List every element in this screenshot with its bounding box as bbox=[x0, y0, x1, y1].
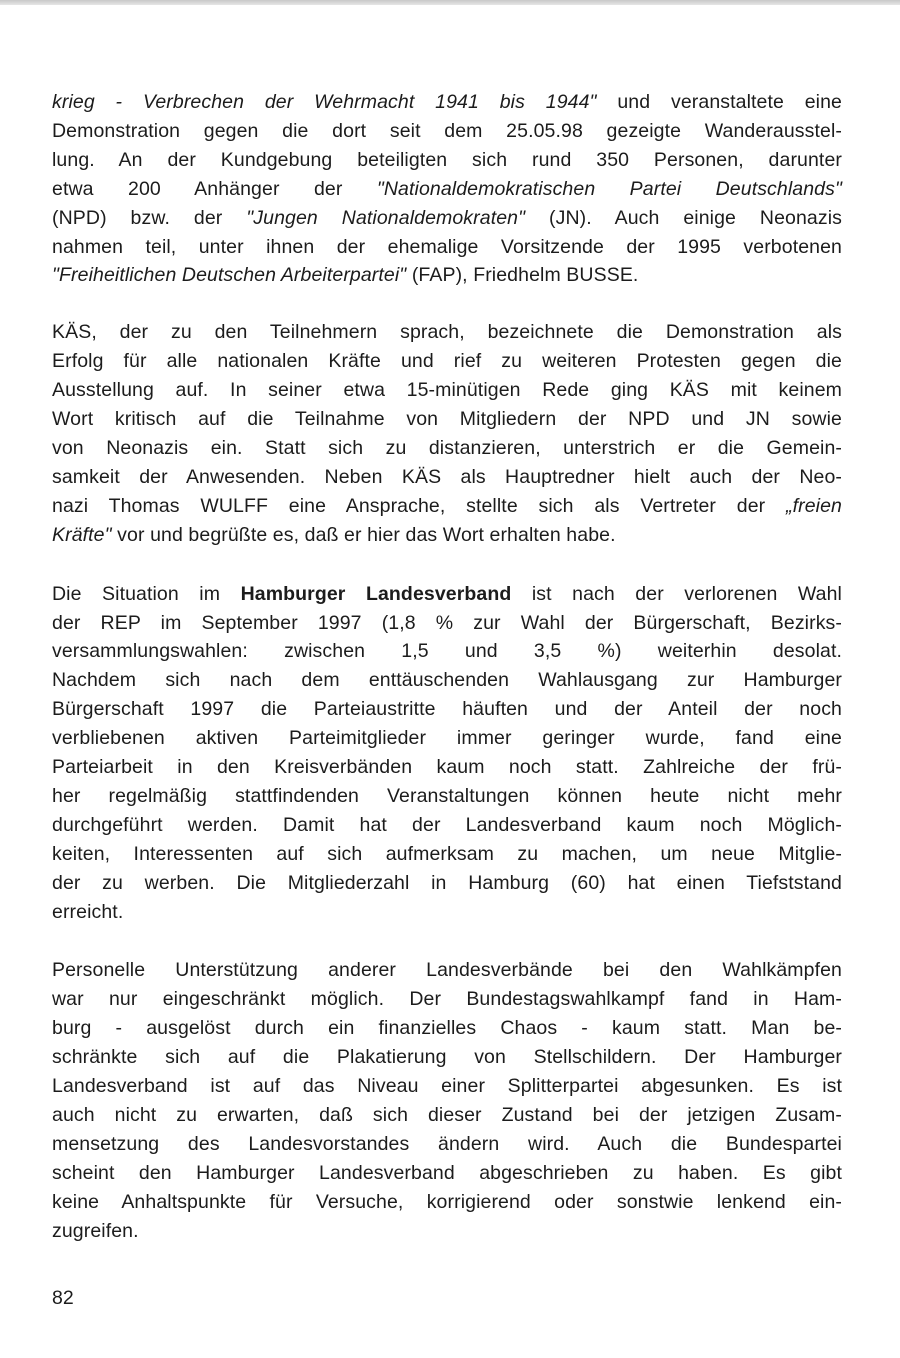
italic-text: "Jungen Nationaldemokraten" bbox=[246, 206, 526, 229]
text-line bbox=[52, 405, 842, 434]
text-run: vor und begrüßte es, daß er hier das Wort erhalten habe. bbox=[111, 523, 616, 546]
text-run: Erfolg für alle nationalen Kräfte und rief zu weiteren Protesten gegen die bbox=[52, 350, 842, 373]
text-run: und veranstaltete eine bbox=[596, 91, 843, 113]
text-run: versammlungswahlen: zwischen 1,5 und 3,5 %) weiterhin desolat. bbox=[52, 640, 842, 663]
text-run: auch nicht zu erwarten, daß sich dieser Zustand bei der jetzigen Zusam- bbox=[52, 1104, 842, 1126]
text-run: Personelle Unterstützung anderer Landesverbände bei den Wahlkämpfen bbox=[52, 959, 842, 982]
text-run: nahmen teil, unter ihnen der ehemalige Vorsitzende der 1995 verbotenen bbox=[52, 235, 842, 258]
page-number: 82 bbox=[52, 1287, 74, 1309]
text-line bbox=[52, 782, 842, 811]
text-line bbox=[52, 88, 842, 117]
text-run: Bürgerschaft 1997 die Parteiaustritte häuften und der Anteil der noch bbox=[52, 698, 842, 721]
text-line bbox=[52, 117, 842, 146]
text-line bbox=[52, 1101, 842, 1130]
text-line bbox=[52, 1188, 842, 1217]
italic-text: "Freiheitlichen Deutschen Arbeiterpartei" bbox=[52, 264, 407, 287]
text-line bbox=[52, 898, 842, 927]
text-line bbox=[52, 609, 842, 638]
text-line bbox=[52, 463, 842, 492]
text-line bbox=[52, 956, 842, 985]
text-line bbox=[52, 347, 842, 376]
text-run: lung. An der Kundgebung beteiligten sich rund 350 Personen, darunter bbox=[52, 148, 842, 171]
text-run: Parteiarbeit in den Kreisverbänden kaum noch statt. Zahlreiche der frü- bbox=[52, 756, 842, 779]
text-line bbox=[52, 434, 842, 463]
text-line bbox=[52, 521, 842, 550]
text-run: (JN). Auch einige Neonazis bbox=[525, 206, 842, 229]
text-run: Demonstration gegen die dort seit dem 25.05.98 gezeigte Wanderausstel- bbox=[52, 119, 842, 142]
text-line bbox=[52, 695, 842, 724]
text-line bbox=[52, 985, 842, 1014]
page-top-edge bbox=[0, 0, 900, 5]
text-line bbox=[52, 1130, 842, 1159]
text-run: nazi Thomas WULFF eine Ansprache, stellte sich als Vertreter der bbox=[52, 494, 787, 517]
text-line bbox=[52, 1072, 842, 1101]
paragraph-4 bbox=[52, 956, 842, 1245]
paragraph-1 bbox=[52, 88, 842, 290]
text-run: her regelmäßig stattfindenden Veranstaltungen können heute nicht mehr bbox=[52, 784, 842, 807]
document-body bbox=[52, 88, 842, 1276]
text-run: mensetzung des Landesvorstandes ändern wird. Auch die Bundespartei bbox=[52, 1132, 842, 1155]
text-run: (FAP), Friedhelm BUSSE. bbox=[406, 264, 639, 287]
text-line bbox=[52, 753, 842, 782]
bold-text: Hamburger Landesverband bbox=[240, 582, 512, 605]
text-run: Die Situation im bbox=[52, 582, 241, 605]
text-line bbox=[52, 724, 842, 753]
text-line bbox=[52, 840, 842, 869]
paragraph-3 bbox=[52, 580, 842, 927]
text-line bbox=[52, 666, 842, 695]
text-run: keiten, Interessenten auf sich aufmerksam zu machen, um neue Mitglie- bbox=[52, 842, 842, 865]
text-line bbox=[52, 492, 842, 521]
text-line bbox=[52, 1159, 842, 1188]
text-run: schränkte sich auf die Plakatierung von Stellschildern. Der Hamburger bbox=[52, 1046, 842, 1069]
text-run: samkeit der Anwesenden. Neben KÄS als Hauptredner hielt auch der Neo- bbox=[52, 465, 842, 488]
text-run: etwa 200 Anhänger der bbox=[52, 177, 377, 200]
text-line bbox=[52, 175, 842, 204]
text-run: (NPD) bzw. der bbox=[52, 206, 247, 229]
text-line bbox=[52, 1043, 842, 1072]
text-run: burg - ausgelöst durch ein finanzielles Chaos - kaum statt. Man be- bbox=[52, 1017, 842, 1040]
text-run: der zu werben. Die Mitgliederzahl in Hamburg (60) hat einen Tiefststand bbox=[52, 871, 842, 894]
text-line bbox=[52, 318, 842, 347]
text-run: keine Anhaltspunkte für Versuche, korrigierend oder sonstwie lenkend ein- bbox=[52, 1190, 842, 1213]
text-run: Nachdem sich nach dem enttäuschenden Wahlausgang zur Hamburger bbox=[52, 669, 842, 692]
italic-text: Kräfte" bbox=[52, 523, 112, 546]
text-line bbox=[52, 233, 842, 262]
text-line bbox=[52, 869, 842, 898]
text-line bbox=[52, 580, 842, 609]
italic-text: krieg - Verbrechen der Wehrmacht 1941 bis 1944" bbox=[52, 91, 597, 113]
text-run: Wort kritisch auf die Teilnahme von Mitgliedern der NPD und JN sowie bbox=[52, 408, 842, 431]
text-line bbox=[52, 637, 842, 666]
italic-text: "Nationaldemokratischen Partei Deutschlands" bbox=[376, 177, 842, 200]
paragraph-2 bbox=[52, 318, 842, 549]
text-run: Landesverband ist auf das Niveau einer Splitterpartei abgesunken. Es ist bbox=[52, 1075, 842, 1098]
text-run: durchgeführt werden. Damit hat der Landesverband kaum noch Möglich- bbox=[52, 813, 842, 836]
text-line bbox=[52, 376, 842, 405]
text-run: KÄS, der zu den Teilnehmern sprach, bezeichnete die Demonstration als bbox=[52, 321, 842, 344]
text-run: scheint den Hamburger Landesverband abgeschrieben zu haben. Es gibt bbox=[52, 1161, 842, 1184]
text-run: von Neonazis ein. Statt sich zu distanzieren, unterstrich er die Gemein- bbox=[52, 436, 842, 459]
italic-text: „freien bbox=[786, 494, 842, 517]
text-line bbox=[52, 261, 842, 290]
text-line bbox=[52, 1014, 842, 1043]
text-line bbox=[52, 1217, 842, 1246]
text-run: ist nach der verlorenen Wahl bbox=[511, 582, 842, 605]
text-run: zugreifen. bbox=[52, 1219, 139, 1242]
text-run: erreicht. bbox=[52, 900, 124, 923]
text-run: Ausstellung auf. In seiner etwa 15-minütigen Rede ging KÄS mit keinem bbox=[52, 379, 842, 402]
text-line bbox=[52, 146, 842, 175]
text-run: der REP im September 1997 (1,8 % zur Wahl der Bürgerschaft, Bezirks- bbox=[52, 611, 842, 634]
text-run: verbliebenen aktiven Parteimitglieder immer geringer wurde, fand eine bbox=[52, 727, 842, 750]
text-line bbox=[52, 811, 842, 840]
text-line bbox=[52, 204, 842, 233]
text-run: war nur eingeschränkt möglich. Der Bundestagswahlkampf fand in Ham- bbox=[52, 988, 842, 1011]
